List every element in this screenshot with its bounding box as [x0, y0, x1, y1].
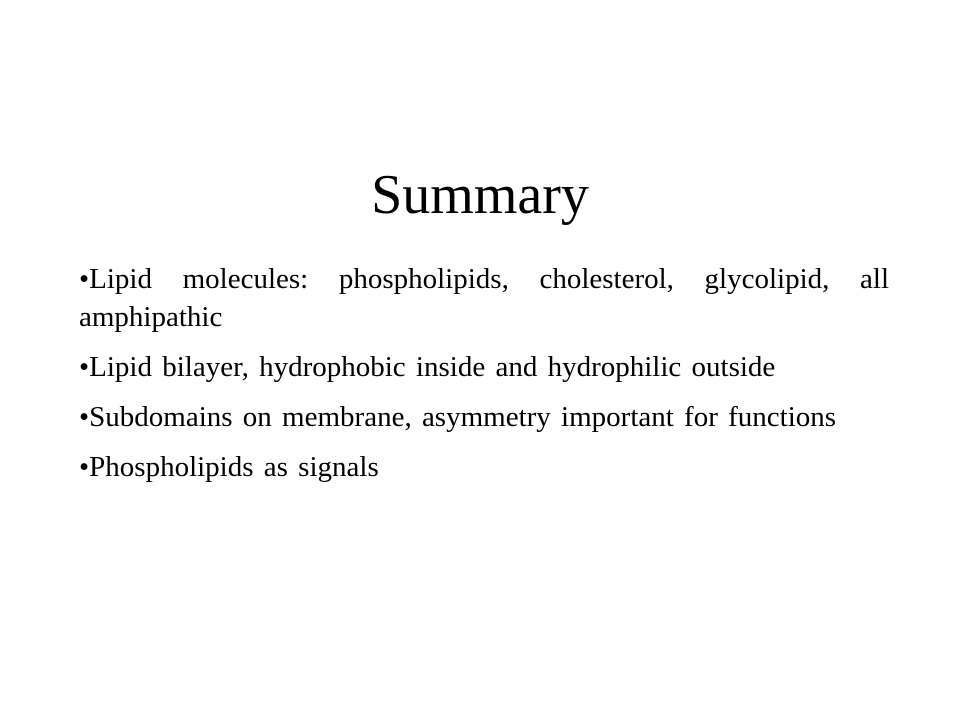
bullet-item: •Subdomains on membrane, asymmetry important for functions	[79, 401, 837, 433]
bullet-list	[79, 260, 889, 498]
slide-title: Summary	[371, 164, 589, 226]
bullet-item: •Lipid molecules: phospholipids, cholesterol, glycolipid, all amphipathic	[79, 263, 889, 333]
bullet-item: •Lipid bilayer, hydrophobic inside and hydrophilic outside	[79, 351, 776, 383]
bullet-item: •Phospholipids as signals	[79, 451, 379, 483]
